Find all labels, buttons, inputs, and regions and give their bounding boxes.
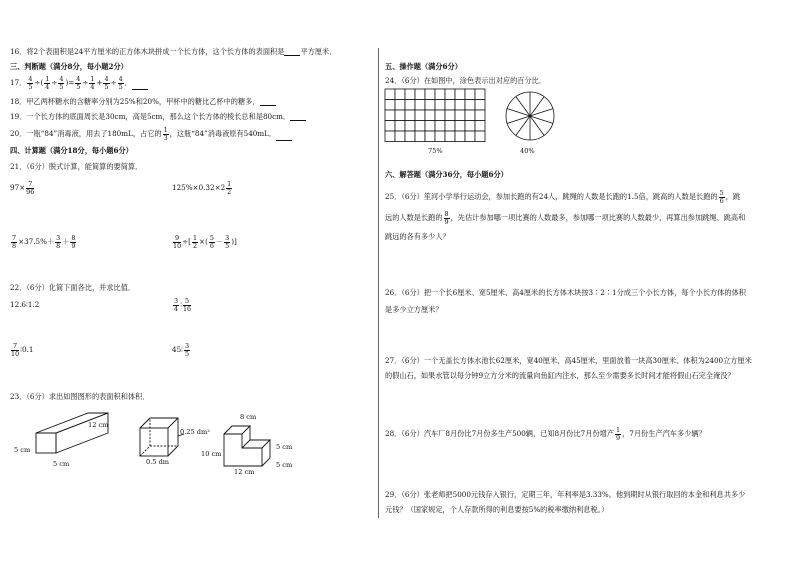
fraction: $\frac{3}{5}$ xyxy=(185,342,190,358)
grid-cell[interactable] xyxy=(395,121,405,132)
grid-figure[interactable] xyxy=(384,88,488,144)
calc-3: $\frac{7}{8}$ ×37.5%＋ $\frac{3}{8}$ ＋ $\frac{8}{9}$ xyxy=(12,234,76,250)
grid-cell[interactable] xyxy=(455,89,465,100)
grid-cell[interactable] xyxy=(465,131,475,142)
pie-divider xyxy=(530,116,553,123)
pie-divider xyxy=(530,116,544,135)
question-24: 24．（6分）在如图中，涂色表示出对应的百分比． xyxy=(385,76,547,85)
fig1-length-label: 12 cm xyxy=(88,421,109,429)
grid-cell[interactable] xyxy=(405,121,415,132)
section-4-title: 四、计算题（满分18分，每小题6分） xyxy=(10,146,133,155)
question-19: 19．一个长方体的底面周长是30cm，高是5cm，那么这个长方体的棱长总和是80cm． xyxy=(10,112,306,121)
question-25-line-3: 跳远的各有多少人？ xyxy=(385,232,450,241)
grid-cell[interactable] xyxy=(425,121,435,132)
grid-cell[interactable] xyxy=(445,121,455,132)
fraction: $\frac{7}{10}$ xyxy=(11,342,20,358)
fraction: $\frac{7}{96}$ xyxy=(26,180,35,196)
question-22: 22．（6分）化简下面各比，并求比值． xyxy=(10,283,136,292)
grid-cell[interactable] xyxy=(395,100,405,111)
fig3-right-lower-label: 5 cm xyxy=(276,461,293,469)
ratio-2: $\frac{3}{4}$ ∶ $\frac{5}{16}$ xyxy=(174,297,192,313)
pie-figure[interactable] xyxy=(504,88,556,144)
calc-4: $\frac{9}{10}$ ÷[ $\frac{1}{2}$ ×( $\frac{5}{6}$ － $\frac{3}{5}$ )] xyxy=(173,234,237,250)
grid-cell[interactable] xyxy=(405,89,415,100)
question-29-line-1: 29．（6分）张老师把5000元钱存入银行，定期三年，年利率是3.33%。他到期时从银行取回的本金和利息共多少 xyxy=(385,490,746,499)
fraction: $\frac{4}{5}$ xyxy=(118,75,123,91)
question-27-line-2: 的假山石，如果水管以每分钟9立方分米的流量向鱼缸内注水，那么至少需要多长时间才能将假山石完全淹没？ xyxy=(385,371,735,380)
grid-cell[interactable] xyxy=(385,110,395,121)
fraction: $\frac{8}{9}$ xyxy=(444,210,449,226)
answer-blank[interactable] xyxy=(290,113,306,121)
grid-cell[interactable] xyxy=(405,131,415,142)
pie-divider xyxy=(507,116,530,123)
pie-divider xyxy=(516,116,530,135)
fraction: $\frac{1}{2}$ xyxy=(192,234,198,250)
fraction: $\frac{7}{8}$ xyxy=(12,234,17,250)
ratio-1: 12.6∶1.2 xyxy=(10,300,40,309)
grid-cell[interactable] xyxy=(405,100,415,111)
fig3-right-upper-label: 5 cm xyxy=(276,443,293,451)
grid-cell[interactable] xyxy=(385,100,395,111)
fraction: $\frac{3}{5}$ xyxy=(225,234,230,250)
pie-divider xyxy=(516,97,530,116)
grid-cell[interactable] xyxy=(415,100,425,111)
grid-cell[interactable] xyxy=(425,110,435,121)
fraction: $\frac{1}{2}$ xyxy=(227,180,232,196)
pie-divider xyxy=(530,109,553,116)
fig1-bottom-label: 5 cm xyxy=(53,460,70,468)
grid-cell[interactable] xyxy=(455,131,465,142)
fraction: $\frac{1}{4}$ xyxy=(45,75,50,91)
calc-1: 97× $\frac{7}{96}$ xyxy=(10,180,35,196)
ratio-3: $\frac{7}{10}$ ∶0.1 xyxy=(11,342,34,358)
grid-cell[interactable] xyxy=(415,89,425,100)
grid-cell[interactable] xyxy=(435,110,445,121)
cube-figure-2 xyxy=(136,414,186,462)
question-23: 23．（6分）求出如图图形的表面积和体积． xyxy=(10,392,150,401)
grid-cell[interactable] xyxy=(425,131,435,142)
question-27-line-1: 27．（6分）一个无盖长方体水池长62厘米，宽40厘米，高45厘米，里面放着一块高30厘米、体积为2400立方厘米 xyxy=(385,356,752,365)
fraction: $\frac{1}{3}$ xyxy=(163,126,168,142)
fraction: $\frac{9}{10}$ xyxy=(173,234,182,250)
question-16: 16．将2个表面积是24平方厘米的正方体木块拼成一个长方体，这个长方体的表面积是 平方厘米． xyxy=(10,47,337,56)
grid-cell[interactable] xyxy=(415,110,425,121)
grid-cell[interactable] xyxy=(455,100,465,111)
grid-cell[interactable] xyxy=(425,89,435,100)
section-6-title: 六、解答题（满分36分，每小题6分） xyxy=(385,170,508,179)
grid-percent-label: 75% xyxy=(428,147,443,155)
grid-cell[interactable] xyxy=(445,89,455,100)
grid-cell[interactable] xyxy=(395,89,405,100)
fig2-area-label: 0.25 dm² xyxy=(180,428,210,436)
grid-cell[interactable] xyxy=(415,121,425,132)
fraction: $\frac{8}{9}$ xyxy=(71,234,76,250)
grid-cell[interactable] xyxy=(475,121,485,132)
grid-cell[interactable] xyxy=(475,131,485,142)
question-17: 17． $\frac{4}{5}$ ÷( $\frac{1}{4}$ ÷ $\frac{4}{5}$ )= $\frac{4}{5}$ ÷ $\frac{1}{4}$ + $\frac{4}{5}$ ÷ $\frac{4}{5}$ ． xyxy=(10,76,148,90)
answer-blank[interactable] xyxy=(260,98,276,106)
fig3-top-label: 8 cm xyxy=(240,413,257,421)
fig3-bottom-label: 12 cm xyxy=(234,468,255,476)
pie-divider xyxy=(507,109,530,116)
grid-cell[interactable] xyxy=(425,100,435,111)
calc-2: 125%×0.32×2 $\frac{1}{2}$ xyxy=(172,180,232,196)
fig1-side-label: 5 cm xyxy=(14,446,31,454)
cuboid-figure-1 xyxy=(30,405,120,465)
grid-cell[interactable] xyxy=(435,131,445,142)
section-3-title: 三、判断题（满分8分，每小题2分） xyxy=(10,62,128,71)
grid-cell[interactable] xyxy=(435,100,445,111)
grid-cell[interactable] xyxy=(435,121,445,132)
fraction: $\frac{5}{6}$ xyxy=(209,234,214,250)
fig2-edge-label: 0.5 dm xyxy=(146,458,170,466)
grid-cell[interactable] xyxy=(455,121,465,132)
fraction: $\frac{1}{4}$ xyxy=(90,75,95,91)
grid-cell[interactable] xyxy=(385,121,395,132)
grid-cell[interactable] xyxy=(405,110,415,121)
fig3-left-label: 10 cm xyxy=(201,450,222,458)
grid-cell[interactable] xyxy=(395,131,405,142)
question-26-line-2: 是多少立方厘米？ xyxy=(385,305,443,314)
grid-cell[interactable] xyxy=(445,131,455,142)
question-21: 21．（6分）脱式计算，能简算的要简算． xyxy=(10,162,143,171)
grid-cell[interactable] xyxy=(385,89,395,100)
fraction: $\frac{4}{5}$ xyxy=(28,75,33,91)
pie-percent-label: 40% xyxy=(520,147,535,155)
fraction: $\frac{4}{5}$ xyxy=(59,75,64,91)
question-28: 28．（6分）汽车厂8月份比7月份多生产500辆，已知8月份比7月份增产 $\frac{1}{9}$ ，7月份生产汽车多少辆？ xyxy=(385,426,706,442)
question-20: 20．一瓶“84”消毒液，用去了180mL，占它的 $\frac{1}{3}$ ，这瓶“84”消毒液原有540mL． xyxy=(10,127,292,141)
grid-cell[interactable] xyxy=(435,89,445,100)
question-18: 18．甲乙两杯糖水的含糖率分别为25%和20%，甲杯中的糖比乙杯中的糖多． xyxy=(10,97,276,106)
grid-cell[interactable] xyxy=(475,100,485,111)
grid-cell[interactable] xyxy=(465,89,475,100)
pie-divider xyxy=(530,97,544,116)
column-divider xyxy=(378,48,379,518)
ratio-4: 45∶ $\frac{3}{5}$ xyxy=(172,342,190,358)
answer-blank[interactable] xyxy=(276,133,292,141)
question-25-line-1: 25．（6分）笙河小学举行运动会，参加长跑的有24人，跳绳的人数是长跑的1.5倍，跳高的人数是长跑的 $\frac{5}{6}$ ，跳 xyxy=(385,189,741,205)
grid-cell[interactable] xyxy=(465,100,475,111)
grid-cell[interactable] xyxy=(395,110,405,121)
fraction: $\frac{4}{5}$ xyxy=(76,75,81,91)
fraction: $\frac{3}{8}$ xyxy=(56,234,61,250)
fraction: $\frac{4}{5}$ xyxy=(104,75,109,91)
section-5-title: 五、操作题（满分6分） xyxy=(385,62,462,71)
grid-cell[interactable] xyxy=(465,110,475,121)
grid-cell[interactable] xyxy=(445,100,455,111)
grid-cell[interactable] xyxy=(455,110,465,121)
grid-cell[interactable] xyxy=(415,131,425,142)
grid-cell[interactable] xyxy=(475,89,485,100)
fraction: $\frac{5}{16}$ xyxy=(182,297,192,313)
fraction: $\frac{1}{9}$ xyxy=(616,426,621,442)
fraction: $\frac{5}{6}$ xyxy=(719,189,724,205)
fraction: $\frac{3}{4}$ xyxy=(174,297,179,313)
answer-blank[interactable] xyxy=(132,82,148,90)
grid-cell[interactable] xyxy=(385,131,395,142)
question-26-line-1: 26．（6分）把一个长6厘米、宽5厘米、高4厘米的长方体木块按3∶2∶1分成三个小长方体，每个小长方体的体积 xyxy=(385,288,746,297)
question-29-line-2: 元钱？（国家规定，个人存款所得的利息要按5%的税率缴纳利息税。） xyxy=(385,505,609,514)
answer-blank[interactable] xyxy=(284,48,300,56)
grid-cell[interactable] xyxy=(445,110,455,121)
grid-cell[interactable] xyxy=(465,121,475,132)
question-25-line-2: 远的人数是长跑的 $\frac{8}{9}$ ，先估计参加哪一项比赛的人数最多，参加哪一项比赛的人数最少，再算出参加跳绳、跳高和 xyxy=(385,210,746,226)
grid-cell[interactable] xyxy=(475,110,485,121)
